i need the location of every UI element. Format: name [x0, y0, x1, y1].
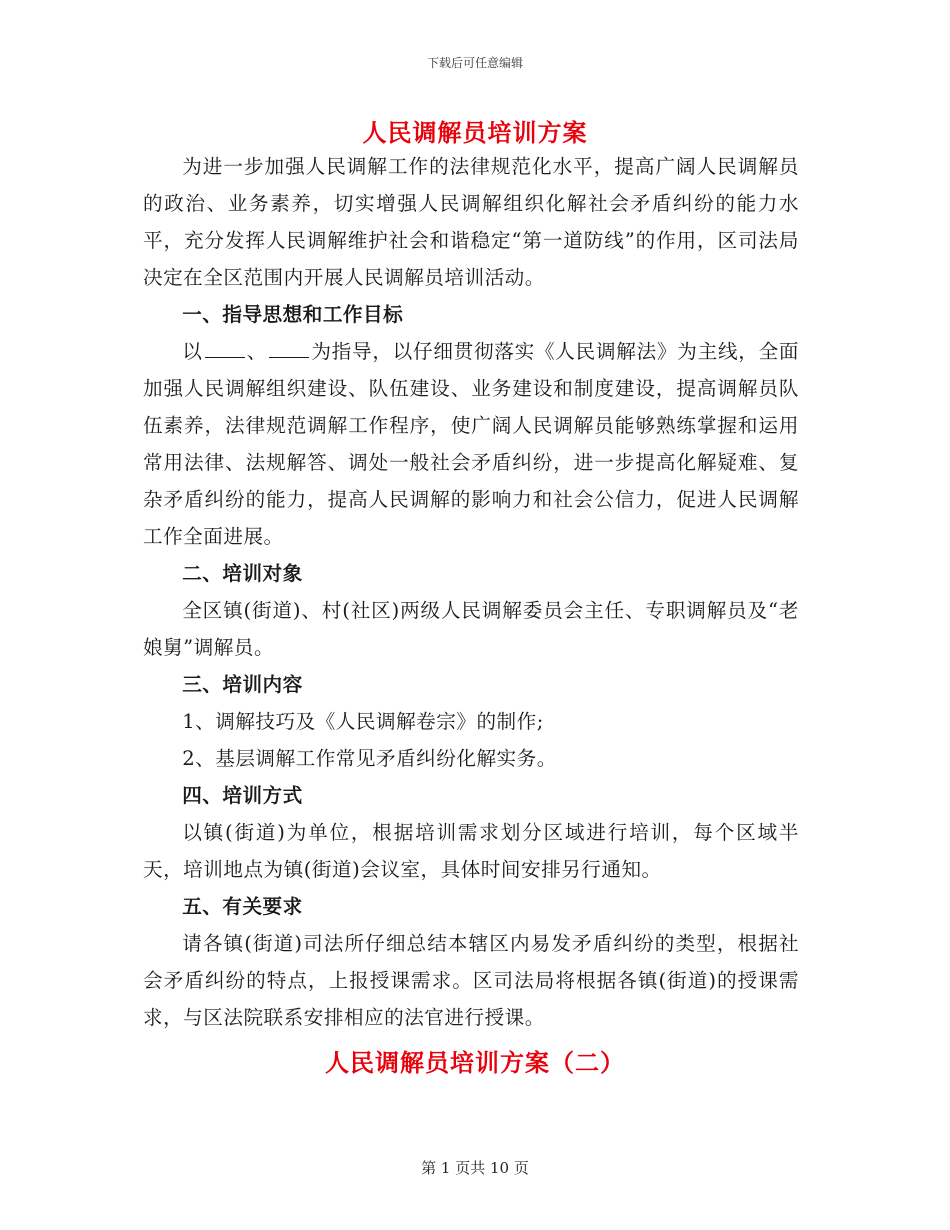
- training-method-paragraph: 以镇(街道)为单位，根据培训需求划分区域进行培训，每个区域半天，培训地点为镇(街道)会议室，具体时间安排另行通知。: [143, 821, 799, 881]
- training-targets-paragraph: 全区镇(街道)、村(社区)两级人民调解委员会主任、专职调解员及“老娘舅”调解员。: [143, 599, 799, 659]
- guiding-ideology-separator: 、: [246, 340, 268, 363]
- guiding-ideology-prefix: 以: [182, 340, 203, 363]
- section-heading-requirements: 五、有关要求: [182, 895, 303, 918]
- section-heading-training-targets: 二、培训对象: [182, 562, 303, 585]
- document-title: 人民调解员培训方案: [362, 118, 588, 147]
- section-heading-guiding-ideology: 一、指导思想和工作目标: [182, 303, 404, 326]
- intro-paragraph: 为进一步加强人民调解工作的法律规范化水平，提高广阔人民调解员的政治、业务素养，切实增强人民调解组织化解社会矛盾纠纷的能力水平，充分发挥人民调解维护社会和谐稳定“第一道防线”的作用，区司法局决定在全区范围内开展人民调解员培训活动。: [143, 155, 799, 289]
- training-content-item-2: 2、基层调解工作常见矛盾纠纷化解实务。: [182, 747, 557, 770]
- document-title-part-two: 人民调解员培训方案（二）: [325, 1048, 625, 1077]
- guiding-ideology-text: 为指导，以仔细贯彻落实《人民调解法》为主线，全面加强人民调解组织建设、队伍建设、业务建设和制度建设，提高调解员队伍素养，法律规范调解工作程序，使广阔人民调解员能够熟练掌握和运用常用法律、法规解答、调处一般社会矛盾纠纷，进一步提高化解疑难、复杂矛盾纠纷的能力，提高人民调解的影响力和社会公信力，促进人民调解工作全面进展。: [143, 340, 800, 548]
- section-heading-training-content: 三、培训内容: [182, 673, 303, 696]
- document-body: [143, 148, 799, 1036]
- section-heading-training-method: 四、培训方式: [182, 784, 303, 807]
- page-footer: 第 1 页共 10 页: [421, 1159, 529, 1177]
- blank-field-1: [205, 343, 245, 358]
- training-content-item-1: 1、调解技巧及《人民调解卷宗》的制作;: [182, 710, 544, 733]
- guiding-ideology-paragraph: [143, 333, 799, 555]
- requirements-paragraph: 请各镇(街道)司法所仔细总结本辖区内易发矛盾纠纷的类型，根据社会矛盾纠纷的特点，上报授课需求。区司法局将根据各镇(街道)的授课需求，与区法院联系安排相应的法官进行授课。: [143, 932, 799, 1029]
- header-note: 下载后可任意编辑: [426, 56, 523, 70]
- blank-field-2: [269, 343, 309, 358]
